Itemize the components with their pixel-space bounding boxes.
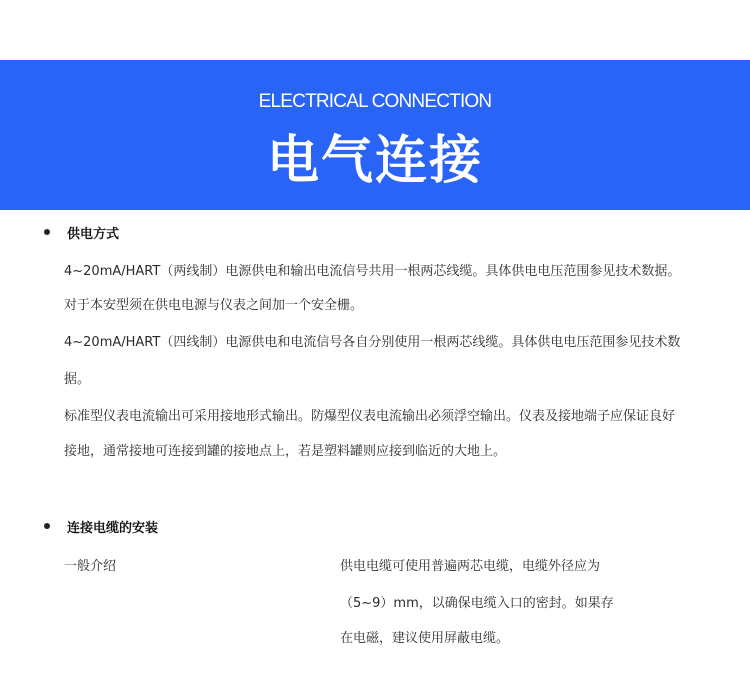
power-line-6: 接地，通常接地可连接到罐的接地点上，若是塑料罐则应接到临近的大地上。 bbox=[64, 444, 507, 459]
header-banner bbox=[0, 60, 750, 210]
banner-subtitle: ELECTRICAL CONNECTION bbox=[258, 91, 492, 112]
banner-title: 电气连接 bbox=[266, 131, 483, 191]
bullet-icon bbox=[44, 523, 50, 529]
cable-desc-line-2: （5~9）mm，以确保电缆入口的密封。如果存 bbox=[340, 596, 614, 611]
section-heading-cable: 连接电缆的安装 bbox=[67, 521, 159, 536]
power-line-3: 4~20mA/HART（四线制）电源供电和电流信号各自分别使用一根两芯线缆。具体供电电压范围参见技术数 bbox=[64, 335, 681, 350]
power-line-5: 标准型仪表电流输出可采用接地形式输出。防爆型仪表电流输出必须浮空输出。仪表及接地端子应保证良好 bbox=[64, 409, 676, 424]
bullet-icon bbox=[44, 229, 50, 235]
power-line-2: 对于本安型须在供电电源与仪表之间加一个安全栅。 bbox=[64, 298, 364, 313]
cable-general-label: 一般介绍 bbox=[64, 559, 117, 574]
power-line-4: 据。 bbox=[64, 372, 91, 387]
power-line-1: 4~20mA/HART（两线制）电源供电和输出电流信号共用一根两芯线缆。具体供电电压范围参见技术数据。 bbox=[64, 264, 681, 279]
cable-desc-line-3: 在电磁，建议使用屏蔽电缆。 bbox=[340, 631, 510, 646]
cable-desc-line-1: 供电电缆可使用普遍两芯电缆，电缆外径应为 bbox=[340, 559, 601, 574]
section-heading-power: 供电方式 bbox=[67, 227, 120, 242]
